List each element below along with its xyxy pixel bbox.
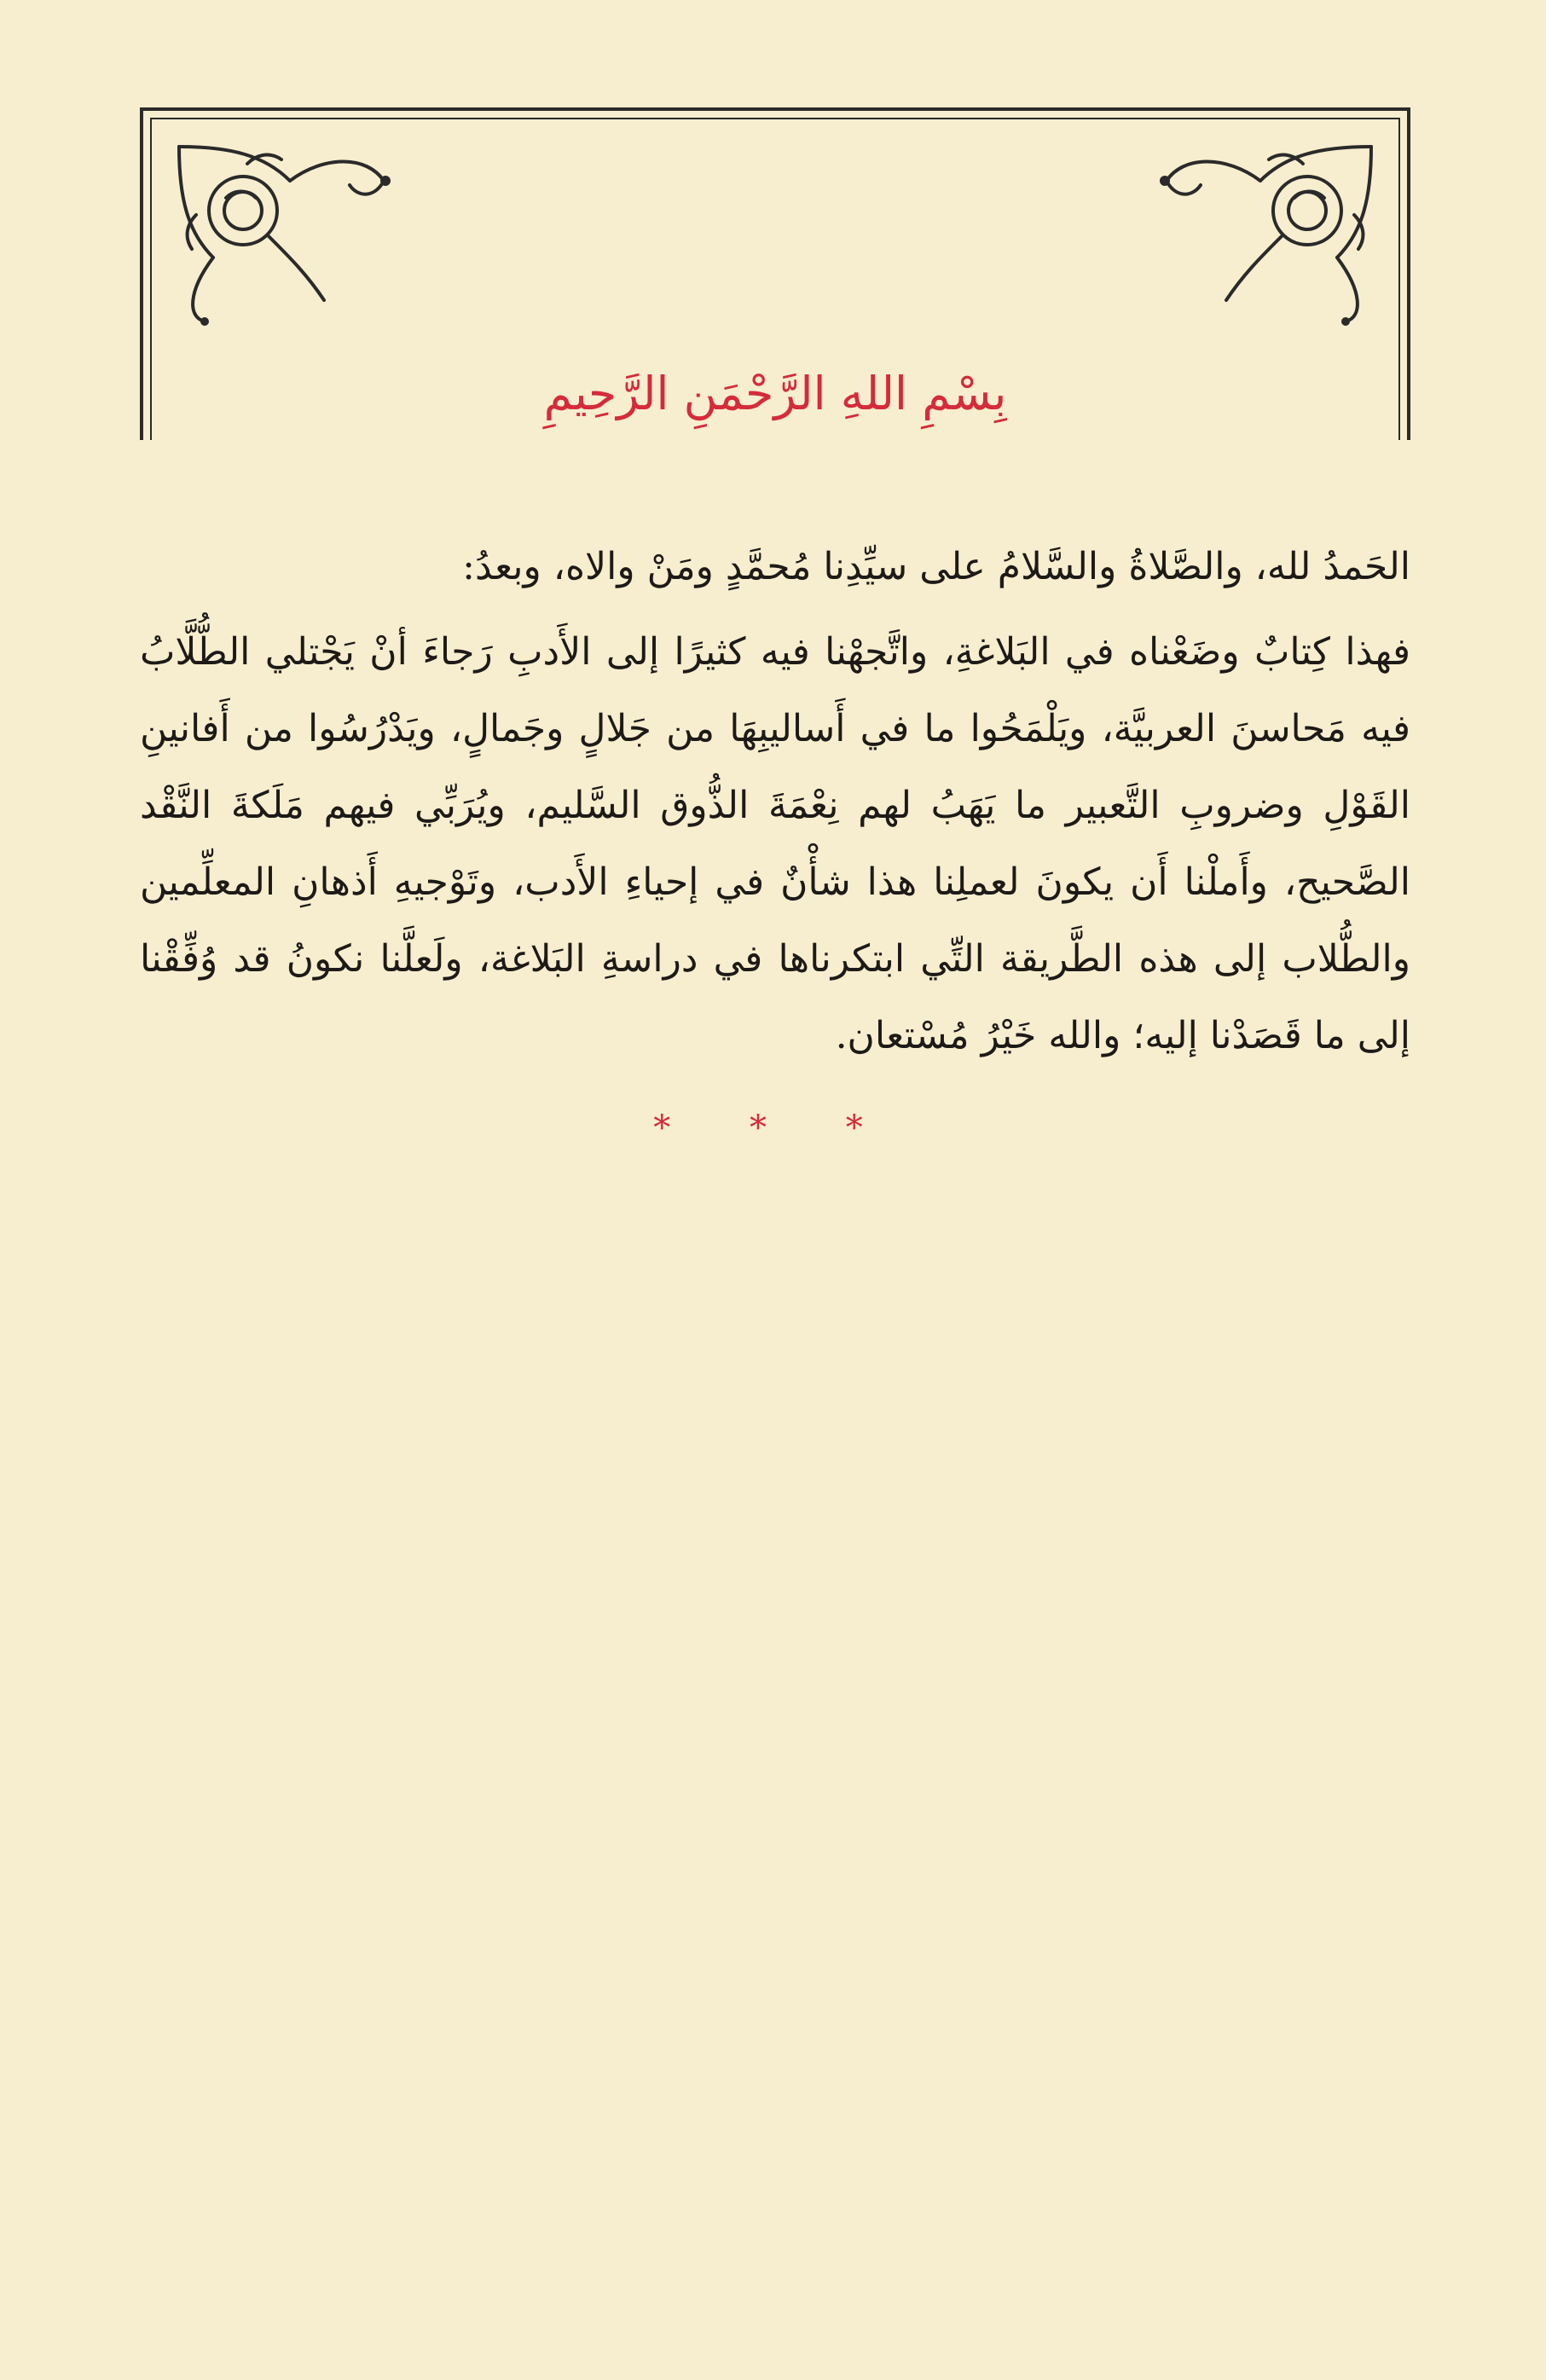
floral-ornament-icon [162, 130, 401, 326]
main-paragraph: فهذا كِتابٌ وضَعْناه في البَلاغةِ، واتَّجهْنا فيه كثيرًا إلى الأَدبِ رَجاءَ أنْ يَجْتلي الطُّلَّابُ فيه مَحاسنَ العربيَّة، ويَلْمَحُوا ما في أَساليبِهَا من جَلالٍ وجَمالٍ، ويَدْرُسُوا من أَفانينِ القَوْلِ وضروبِ التَّعبير ما يَهَبُ لهم نِعْمَةَ الذُّوق السَّليم، ويُرَبِّي فيهم مَلَكةَ النَّقْد الصَّحيح، وأَملْنا أَن يكونَ لعملِنا هذا شأْنٌ في إحياءِ الأَدب، وتَوْجيهِ أَذهانِ المعلِّمين والطُّلاب إلى هذه الطَّريقة التِّي ابتكرناها في دراسةِ البَلاغة، ولَعلَّنا نكونُ قد وُفِّقْنا إلى ما قَصَدْنا إليه؛ والله خَيْرُ مُسْتعان. [140, 630, 1410, 1057]
section-divider-stars: * * * [653, 1109, 897, 1148]
body-text [140, 529, 1410, 1074]
floral-ornament-icon [1149, 130, 1388, 326]
basmala-heading: بِسْمِ اللهِ الرَّحْمَنِ الرَّحِيمِ [543, 367, 1007, 420]
opening-line: الحَمدُ لله، والصَّلاةُ والسَّلامُ على سيِّدِنا مُحمَّدٍ ومَنْ والاه، وبعدُ: [462, 545, 1410, 588]
